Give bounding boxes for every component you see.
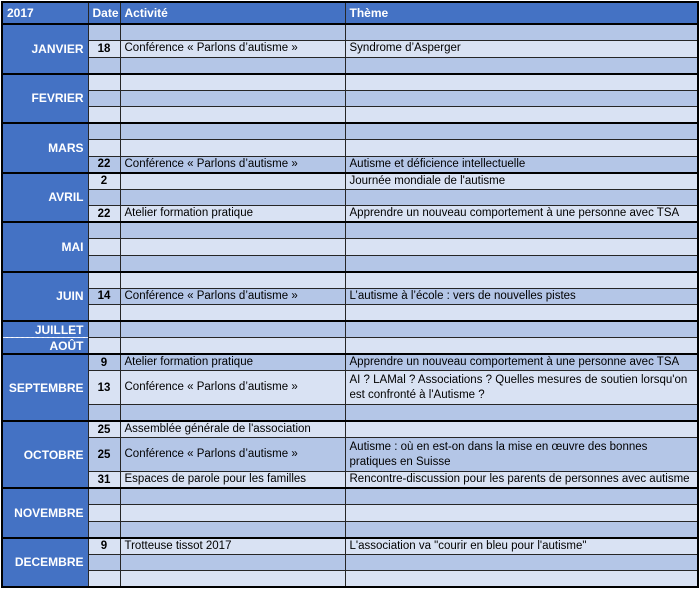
- activity-cell: Conférence « Parlons d’autisme »: [120, 438, 345, 472]
- month-cell-juillet: JUILLET: [2, 321, 88, 338]
- date-cell: [88, 571, 120, 588]
- theme-cell: [345, 521, 698, 538]
- theme-cell: Apprendre un nouveau comportement à une personne avec TSA: [345, 354, 698, 371]
- month-cell-juin: JUIN: [2, 272, 88, 322]
- theme-cell: [345, 90, 698, 107]
- date-cell: 22: [88, 156, 120, 173]
- month-cell-fevrier: FEVRIER: [2, 74, 88, 124]
- table-row: [2, 538, 698, 555]
- theme-cell: [345, 405, 698, 422]
- table-row: [2, 571, 698, 588]
- theme-cell: [345, 74, 698, 91]
- date-cell: [88, 554, 120, 571]
- activity-cell: [120, 107, 345, 124]
- table-row: [2, 288, 698, 305]
- date-cell: [88, 222, 120, 239]
- date-cell: 25: [88, 421, 120, 438]
- date-cell: [88, 321, 120, 338]
- date-cell: [88, 405, 120, 422]
- theme-cell: [345, 140, 698, 157]
- theme-cell: [345, 321, 698, 338]
- table-row: [2, 156, 698, 173]
- table-row: [2, 206, 698, 223]
- theme-cell: Syndrome d’Asperger: [345, 41, 698, 58]
- activity-cell: [120, 222, 345, 239]
- month-cell-mars: MARS: [2, 123, 88, 173]
- activity-cell: [120, 173, 345, 190]
- table-row: [2, 554, 698, 571]
- table-row: [2, 57, 698, 74]
- activity-cell: [120, 24, 345, 41]
- theme-cell: [345, 488, 698, 505]
- activity-cell: [120, 140, 345, 157]
- activity-cell: [120, 90, 345, 107]
- activity-cell: Conférence « Parlons d’autisme »: [120, 371, 345, 405]
- activity-cell: [120, 554, 345, 571]
- theme-cell: [345, 222, 698, 239]
- theme-cell: [345, 239, 698, 256]
- table-row: [2, 90, 698, 107]
- theme-cell: Autisme et déficience intellectuelle: [345, 156, 698, 173]
- activity-cell: [120, 57, 345, 74]
- table-header-row: [2, 2, 698, 24]
- theme-cell: [345, 272, 698, 289]
- activity-cell: [120, 505, 345, 522]
- activity-cell: Atelier formation pratique: [120, 206, 345, 223]
- date-cell: [88, 488, 120, 505]
- date-cell: 31: [88, 472, 120, 489]
- theme-cell: [345, 24, 698, 41]
- theme-cell: L’autisme à l’école : vers de nouvelles pistes: [345, 288, 698, 305]
- activity-cell: [120, 321, 345, 338]
- activity-cell: Conférence « Parlons d’autisme »: [120, 156, 345, 173]
- activity-cell: [120, 521, 345, 538]
- header-date: Date: [88, 2, 120, 24]
- theme-cell: [345, 255, 698, 272]
- table-row: [2, 41, 698, 58]
- theme-cell: [345, 554, 698, 571]
- activity-cell: Trotteuse tissot 2017: [120, 538, 345, 555]
- month-cell-mai: MAI: [2, 222, 88, 272]
- table-row: [2, 107, 698, 124]
- date-cell: 18: [88, 41, 120, 58]
- date-cell: [88, 74, 120, 91]
- activity-cell: [120, 571, 345, 588]
- date-cell: [88, 255, 120, 272]
- activity-cell: [120, 305, 345, 322]
- activity-cell: Assemblée générale de l'association: [120, 421, 345, 438]
- activity-cell: Conférence « Parlons d’autisme »: [120, 288, 345, 305]
- activity-cell: [120, 239, 345, 256]
- month-cell-aout: AOÛT: [2, 338, 88, 355]
- theme-cell: [345, 421, 698, 438]
- table-row: [2, 488, 698, 505]
- theme-cell: L'association va "courir en bleu pour l'autisme": [345, 538, 698, 555]
- theme-cell: Rencontre-discussion pour les parents de personnes avec autisme: [345, 472, 698, 489]
- theme-cell: [345, 123, 698, 140]
- theme-cell: AI ? LAMal ? Associations ? Quelles mesures de soutien lorsqu'on est confronté à l'Autisme ?: [345, 371, 698, 405]
- theme-cell: Autisme : où en est-on dans la mise en œuvre des bonnes pratiques en Suisse: [345, 438, 698, 472]
- date-cell: [88, 24, 120, 41]
- date-cell: [88, 305, 120, 322]
- date-cell: [88, 272, 120, 289]
- table-row: [2, 321, 698, 338]
- table-row: [2, 140, 698, 157]
- activity-cell: [120, 488, 345, 505]
- activity-cell: Espaces de parole pour les familles: [120, 472, 345, 489]
- date-cell: [88, 57, 120, 74]
- table-row: [2, 74, 698, 91]
- theme-cell: [345, 338, 698, 355]
- month-cell-novembre: NOVEMBRE: [2, 488, 88, 538]
- table-row: [2, 239, 698, 256]
- date-cell: [88, 338, 120, 355]
- activities-calendar-table: [1, 1, 699, 588]
- date-cell: [88, 521, 120, 538]
- activity-cell: [120, 405, 345, 422]
- date-cell: [88, 107, 120, 124]
- date-cell: [88, 90, 120, 107]
- activity-cell: [120, 255, 345, 272]
- theme-cell: [345, 107, 698, 124]
- theme-cell: [345, 305, 698, 322]
- table-row: [2, 521, 698, 538]
- activity-cell: [120, 272, 345, 289]
- date-cell: [88, 123, 120, 140]
- date-cell: 9: [88, 538, 120, 555]
- activity-cell: [120, 189, 345, 206]
- theme-cell: [345, 189, 698, 206]
- table-row: [2, 438, 698, 472]
- date-cell: 13: [88, 371, 120, 405]
- date-cell: [88, 505, 120, 522]
- table-row: [2, 189, 698, 206]
- date-cell: [88, 189, 120, 206]
- table-row: [2, 405, 698, 422]
- theme-cell: [345, 571, 698, 588]
- theme-cell: Apprendre un nouveau comportement à une personne avec TSA: [345, 206, 698, 223]
- table-row: [2, 305, 698, 322]
- table-row: [2, 222, 698, 239]
- header-theme: Thème: [345, 2, 698, 24]
- table-row: [2, 173, 698, 190]
- month-cell-decembre: DECEMBRE: [2, 538, 88, 588]
- table-row: [2, 421, 698, 438]
- header-activity: Activité: [120, 2, 345, 24]
- table-row: [2, 24, 698, 41]
- header-year: 2017: [2, 2, 88, 24]
- table-row: [2, 272, 698, 289]
- activity-cell: [120, 123, 345, 140]
- table-row: [2, 255, 698, 272]
- date-cell: 22: [88, 206, 120, 223]
- table-row: [2, 371, 698, 405]
- activity-cell: Conférence « Parlons d’autisme »: [120, 41, 345, 58]
- date-cell: 9: [88, 354, 120, 371]
- month-cell-octobre: OCTOBRE: [2, 421, 88, 488]
- theme-cell: [345, 505, 698, 522]
- date-cell: 25: [88, 438, 120, 472]
- table-row: [2, 123, 698, 140]
- table-row: [2, 472, 698, 489]
- table-row: [2, 338, 698, 355]
- activity-cell: [120, 338, 345, 355]
- month-cell-janvier: JANVIER: [2, 24, 88, 74]
- date-cell: 14: [88, 288, 120, 305]
- date-cell: 2: [88, 173, 120, 190]
- month-cell-avril: AVRIL: [2, 173, 88, 223]
- theme-cell: Journée mondiale de l'autisme: [345, 173, 698, 190]
- date-cell: [88, 239, 120, 256]
- table-row: [2, 505, 698, 522]
- month-cell-septembre: SEPTEMBRE: [2, 354, 88, 421]
- date-cell: [88, 140, 120, 157]
- table-row: [2, 354, 698, 371]
- theme-cell: [345, 57, 698, 74]
- activity-cell: Atelier formation pratique: [120, 354, 345, 371]
- activity-cell: [120, 74, 345, 91]
